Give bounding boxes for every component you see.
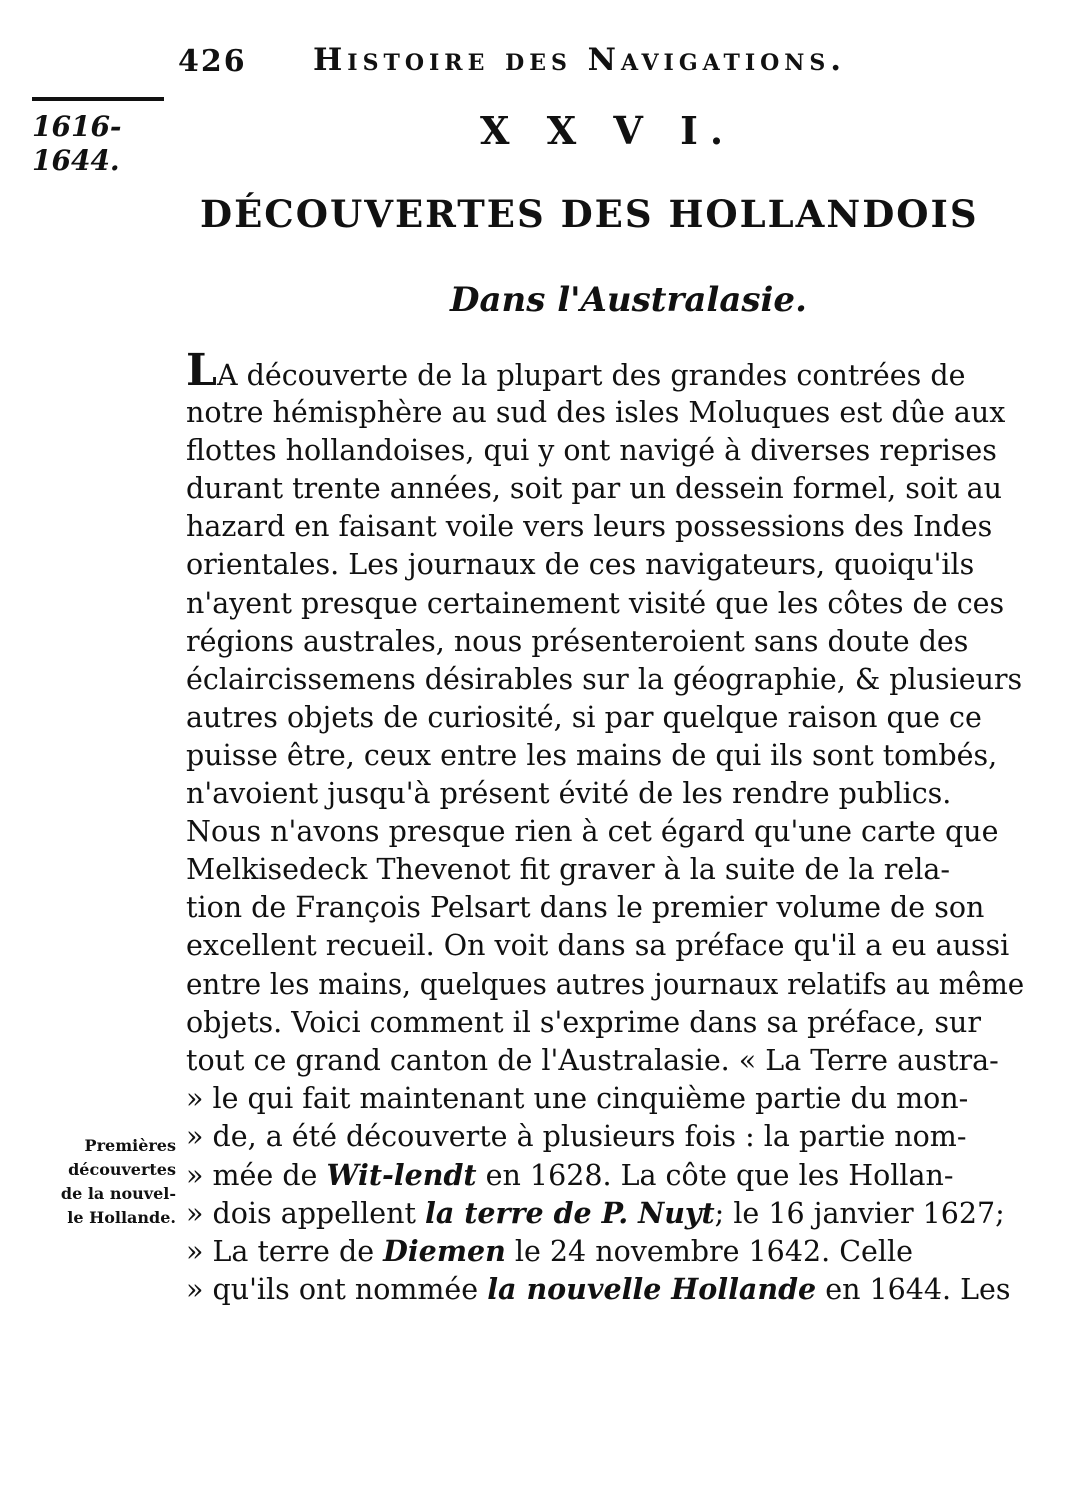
page-number: 426 (178, 44, 247, 79)
page-header (178, 40, 978, 90)
text-line (186, 345, 1024, 396)
text-segment: » le qui fait maintenant une cinquième partie du mon- (186, 1081, 969, 1115)
text-segment: A découverte de la plupart des grandes contrées de (216, 359, 966, 392)
text-segment: notre hémisphère au sud des isles Moluques est dûe aux (186, 396, 1006, 430)
margin-note-line: Premières (84, 1136, 176, 1155)
text-line (186, 889, 1024, 927)
text-segment: flottes hollandoises, qui y ont navigé à diverses reprises (186, 434, 997, 468)
text-line (186, 1270, 1024, 1308)
chapter-number: X X V I. (480, 108, 736, 153)
text-segment: n'avoient jusqu'à présent évité de les rendre publics. (186, 777, 952, 811)
text-line (186, 394, 1024, 432)
italic-term: la terre de P. Nuyt (425, 1196, 715, 1231)
text-segment: objets. Voici comment il s'exprime dans sa préface, sur (186, 1005, 981, 1039)
margin-note-line: le Hollande. (67, 1208, 176, 1227)
text-segment: Nous n'avons presque rien à cet égard qu'une carte que (186, 815, 999, 849)
text-line (186, 737, 1024, 775)
text-segment: » mée de (186, 1158, 327, 1192)
text-segment: le 24 novembre 1642. Celle (505, 1235, 913, 1269)
text-line (186, 927, 1024, 965)
text-segment: » La terre de (186, 1235, 384, 1269)
date-start: 1616- (32, 110, 122, 143)
text-line (186, 1004, 1024, 1042)
text-segment: » dois appellent (186, 1197, 426, 1231)
text-line (186, 1080, 1024, 1118)
text-line (186, 966, 1025, 1004)
text-segment: » qu'ils ont nommée (186, 1273, 488, 1307)
text-line (186, 585, 1024, 623)
italic-term: Wit-lendt (326, 1157, 477, 1192)
text-line (186, 851, 1024, 889)
text-line (186, 508, 1024, 546)
chapter-subtitle: Dans l'Australasie. (450, 280, 807, 320)
text-segment: n'ayent presque certainement visité que les côtes de ces (186, 586, 1005, 620)
running-title: Histoire des Navigations. (313, 42, 847, 78)
text-segment: Melkisedeck Thevenot fit graver à la suite de la rela- (186, 853, 950, 887)
text-segment: orientales. Les journaux de ces navigateurs, quoiqu'ils (186, 548, 975, 582)
text-segment: durant trente années, soit par un dessein formel, soit au (186, 472, 1003, 506)
text-segment: » de, a été découverte à plusieurs fois : la partie nom- (186, 1119, 967, 1153)
margin-note-line: découvertes (68, 1160, 176, 1179)
text-segment: éclaircissemens désirables sur la géographie, & plusieurs (186, 662, 1023, 696)
text-line (186, 775, 1024, 813)
text-segment: régions australes, nous présenteroient sans doute des (186, 624, 969, 658)
text-line (186, 1042, 1024, 1080)
text-segment: tout ce grand canton de l'Australasie. « La Terre austra- (186, 1043, 999, 1077)
drop-cap: L (186, 345, 217, 396)
text-line (186, 1194, 1024, 1232)
margin-note-line: de la nouvel- (60, 1184, 176, 1203)
italic-term: Diemen (383, 1234, 506, 1269)
text-segment: autres objets de curiosité, si par quelque raison que ce (186, 700, 982, 734)
header-rule (32, 97, 164, 101)
text-segment: hazard en faisant voile vers leurs possessions des Indes (186, 510, 993, 544)
text-segment: entre les mains, quelques autres journaux relatifs au même (186, 967, 1025, 1001)
italic-term: la nouvelle Hollande (487, 1272, 817, 1307)
margin-date-range (32, 110, 122, 178)
text-line (186, 546, 1024, 584)
text-segment: en 1644. Les (816, 1273, 1011, 1307)
body-paragraph (186, 345, 1025, 1308)
text-line (186, 699, 1024, 737)
text-segment: excellent recueil. On voit dans sa préface qu'il a eu aussi (186, 929, 1010, 963)
text-line (186, 1156, 1024, 1194)
text-segment: tion de François Pelsart dans le premier volume de son (186, 891, 985, 925)
text-segment: en 1628. La côte que les Hollan- (476, 1158, 954, 1192)
date-end: 1644. (32, 144, 120, 177)
text-line (186, 623, 1024, 661)
text-line (186, 661, 1024, 699)
text-line (186, 470, 1024, 508)
text-line (186, 432, 1024, 470)
margin-note (44, 1134, 176, 1230)
text-line (186, 1232, 1024, 1270)
chapter-title: DÉCOUVERTES DES HOLLANDOIS (200, 192, 979, 236)
text-line (186, 1118, 1024, 1156)
text-segment: ; le 16 janvier 1627; (714, 1197, 1005, 1231)
text-segment: puisse être, ceux entre les mains de qui ils sont tombés, (186, 738, 998, 772)
text-line (186, 813, 1024, 851)
